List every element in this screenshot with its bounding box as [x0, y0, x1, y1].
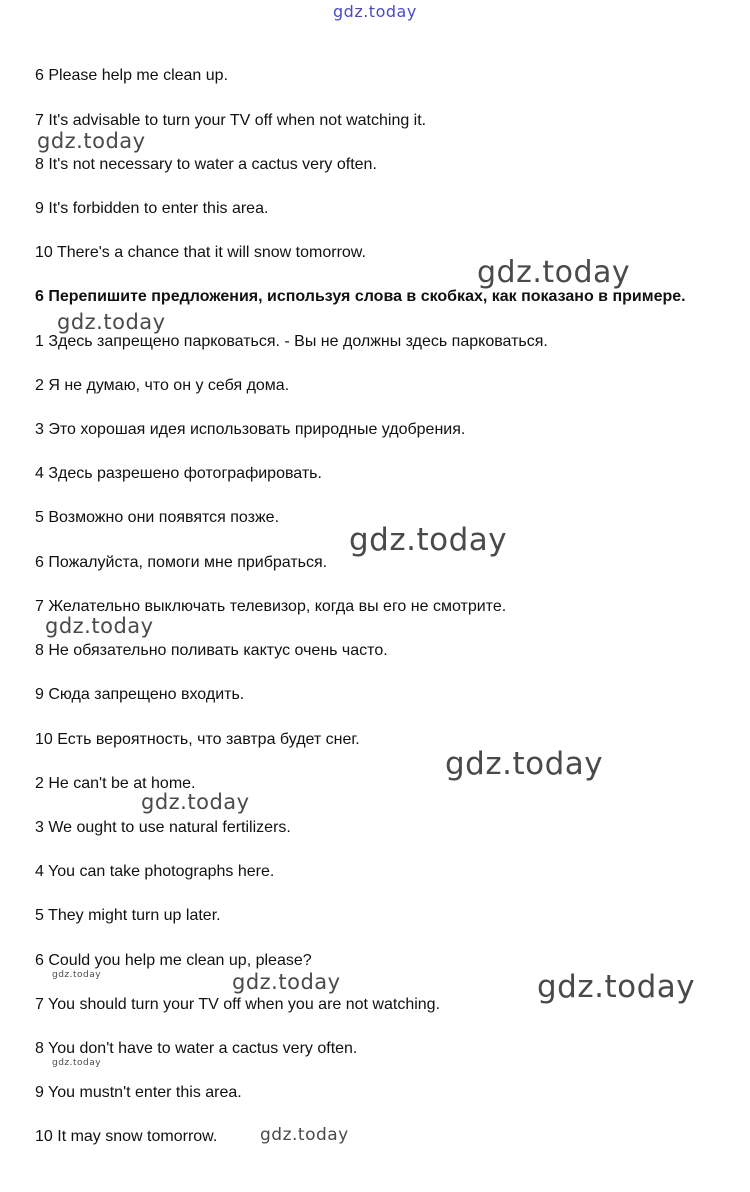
watermark: gdz.today: [45, 614, 154, 638]
text-line: 4 Здесь разрешено фотографировать.: [35, 465, 322, 482]
text-line: 3 Это хорошая идея использовать природные удобрения.: [35, 421, 466, 438]
text-line: 5 They might turn up later.: [35, 907, 221, 924]
text-line: 10 Есть вероятность, что завтра будет снег.: [35, 731, 360, 748]
text-line: 9 It's forbidden to enter this area.: [35, 200, 269, 217]
watermark: gdz.today: [52, 1058, 102, 1068]
watermark: gdz.today: [260, 1125, 349, 1145]
text-line: 2 Я не думаю, что он у себя дома.: [35, 377, 290, 394]
watermark: gdz.today: [232, 970, 341, 994]
watermark: gdz.today: [37, 129, 146, 153]
text-line: 10 There's a chance that it will snow tomorrow.: [35, 244, 366, 261]
text-line: 6 Пожалуйста, помоги мне прибраться.: [35, 554, 328, 571]
watermark: gdz.today: [445, 746, 604, 782]
watermark: gdz.today: [477, 255, 631, 290]
watermark: gdz.today: [141, 790, 250, 814]
text-line: 9 You mustn't enter this area.: [35, 1084, 242, 1101]
text-line: 3 We ought to use natural fertilizers.: [35, 819, 291, 836]
watermark: gdz.today: [333, 2, 417, 21]
text-line: 8 You don't have to water a cactus very often.: [35, 1040, 358, 1057]
text-line: 7 You should turn your TV off when you are not watching.: [35, 996, 441, 1013]
text-line: 4 You can take photographs here.: [35, 863, 275, 880]
watermark: gdz.today: [57, 310, 166, 334]
text-line: 7 Желательно выключать телевизор, когда вы его не смотрите.: [35, 598, 507, 615]
watermark: gdz.today: [537, 969, 696, 1005]
watermark: gdz.today: [349, 522, 508, 558]
text-line: 2 He can't be at home.: [35, 775, 196, 792]
text-line: 1 Здесь запрещено парковаться. - Вы не должны здесь парковаться.: [35, 333, 548, 350]
text-line: 10 It may snow tomorrow.: [35, 1128, 218, 1145]
text-line: 7 It's advisable to turn your TV off when not watching it.: [35, 112, 427, 129]
text-line: 5 Возможно они появятся позже.: [35, 509, 280, 526]
text-line: 6 Could you help me clean up, please?: [35, 952, 312, 969]
text-line: 6 Please help me clean up.: [35, 67, 229, 84]
text-line: 9 Сюда запрещено входить.: [35, 686, 245, 703]
text-line: 8 It's not necessary to water a cactus very often.: [35, 156, 377, 173]
text-line: 8 Не обязательно поливать кактус очень часто.: [35, 642, 388, 659]
watermark: gdz.today: [52, 970, 102, 980]
exercise-heading: 6 Перепишите предложения, используя слова в скобках, как показано в примере.: [35, 288, 686, 305]
